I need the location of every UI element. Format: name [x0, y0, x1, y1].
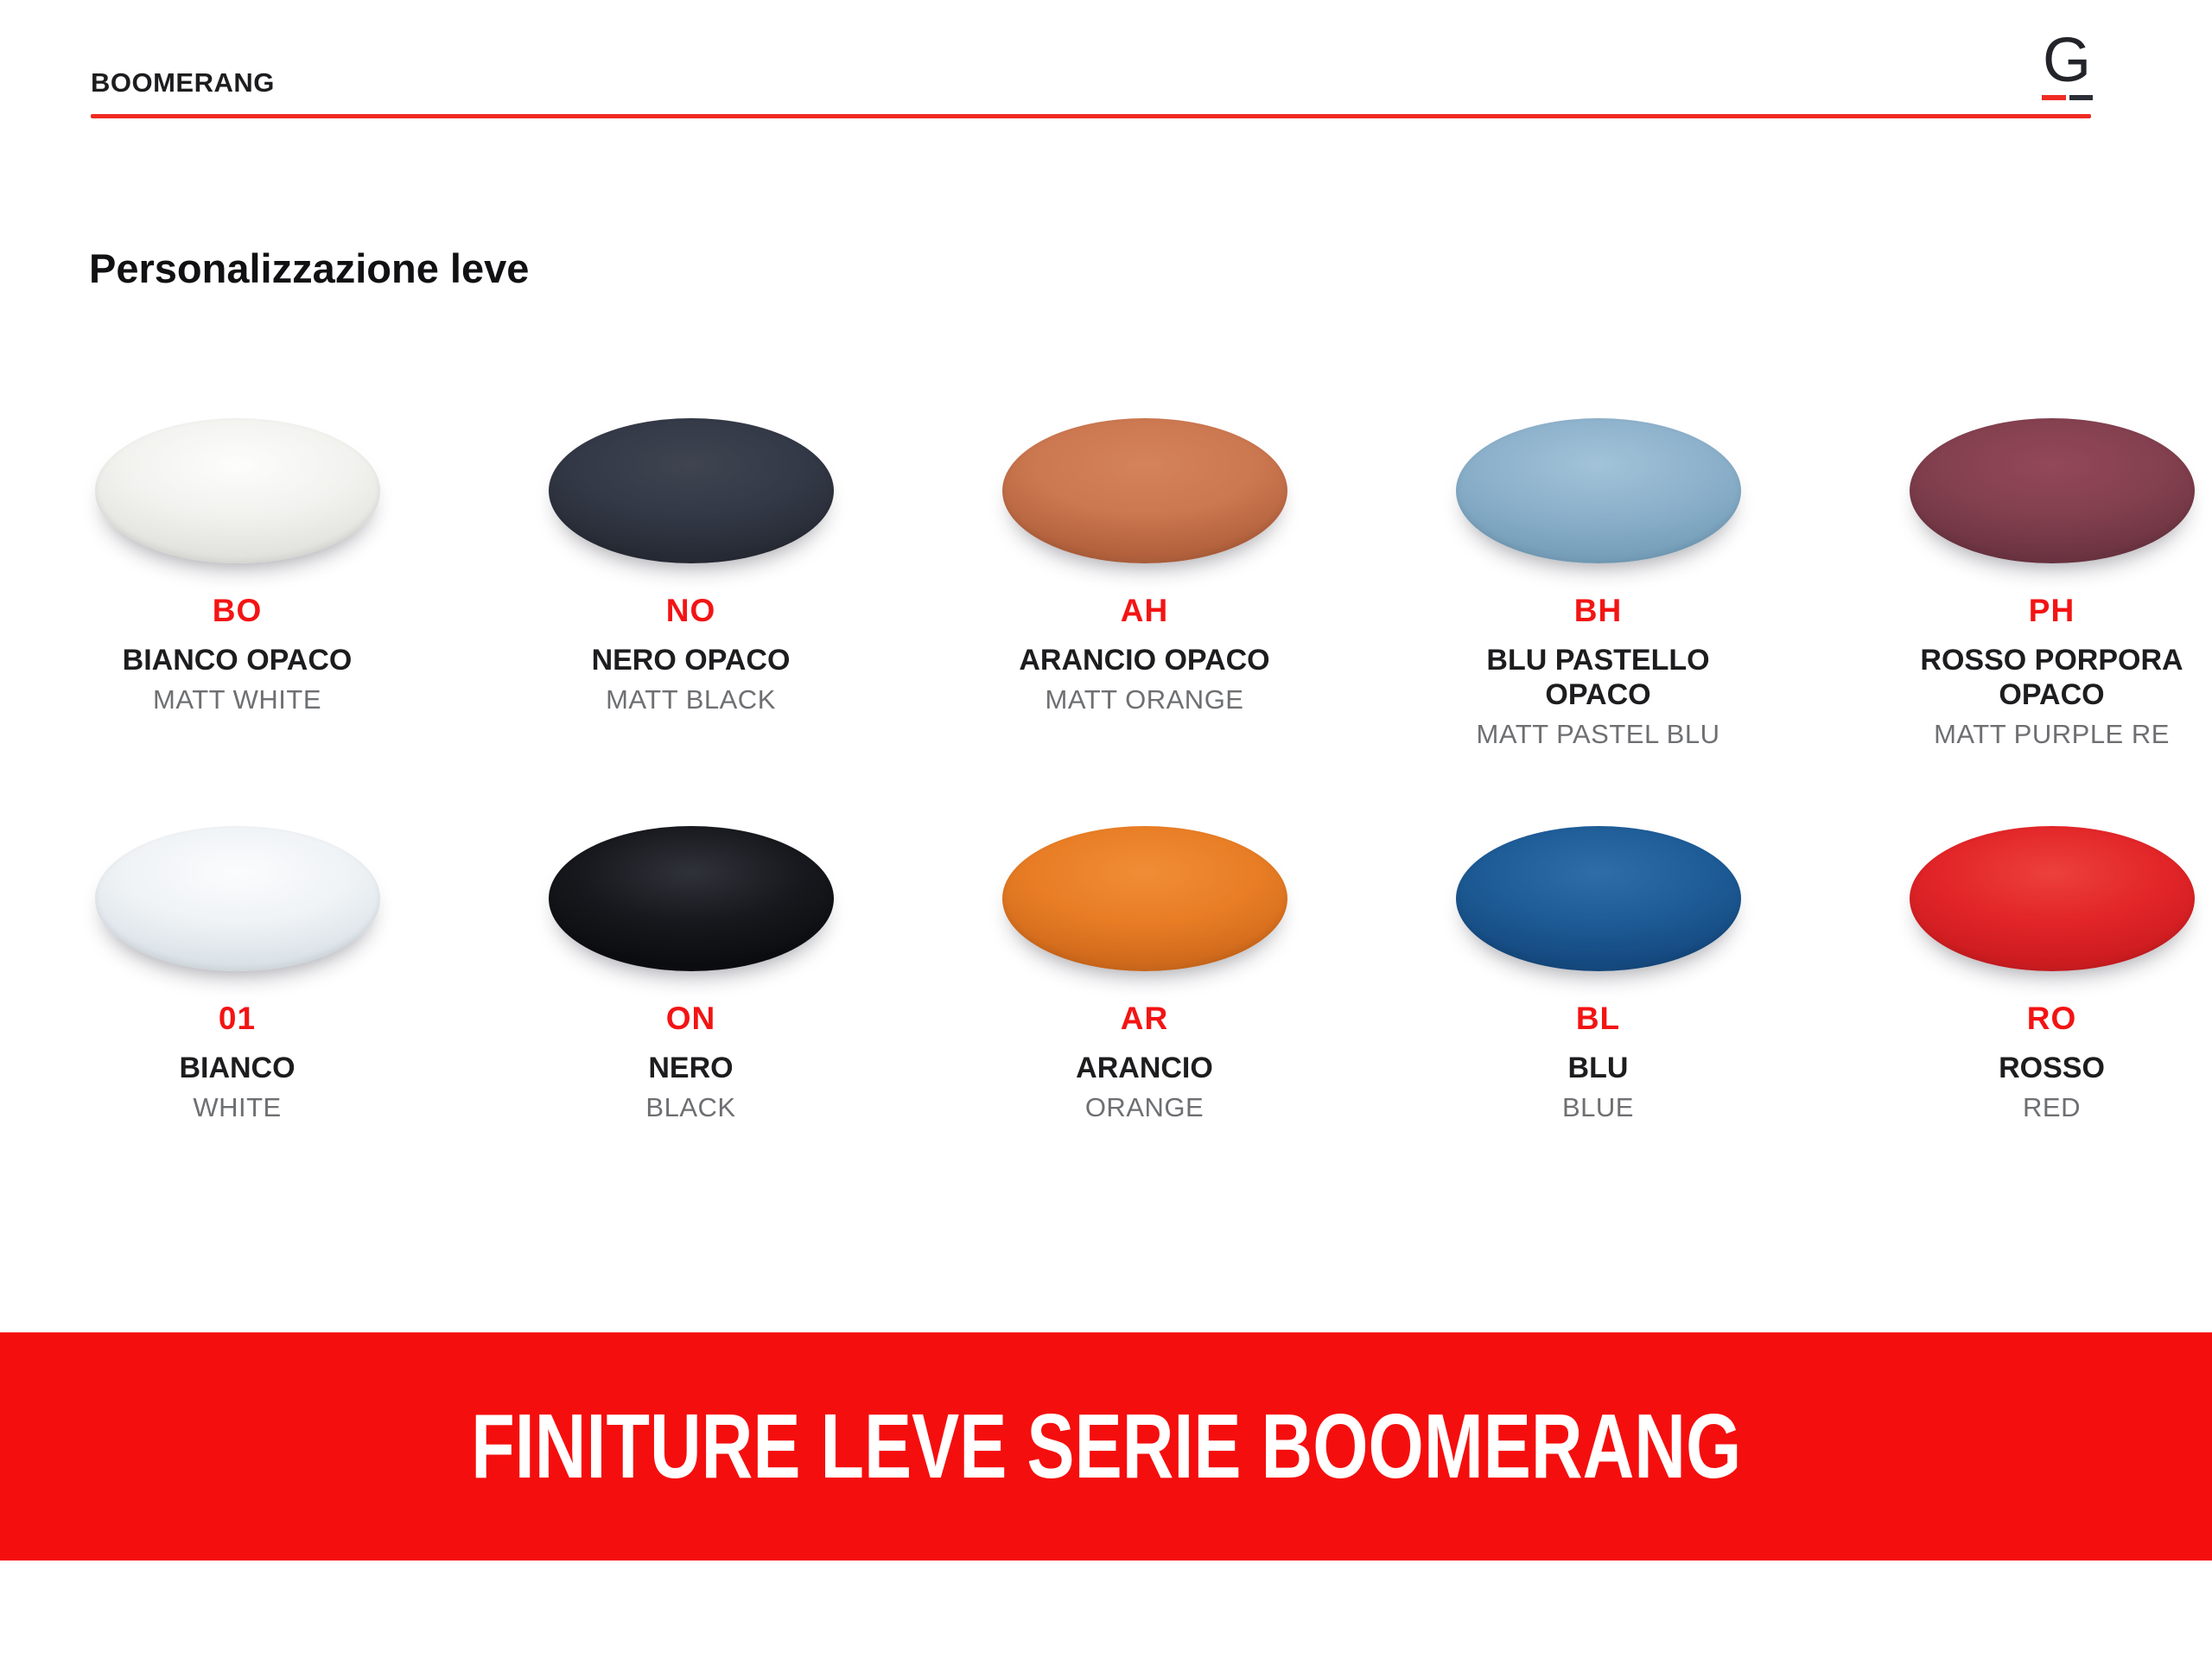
- swatch-cell: [464, 821, 918, 1123]
- finish-code: BH: [1573, 593, 1623, 628]
- lever-swatch-matt-white: [95, 418, 380, 563]
- finish-name-it: BIANCO OPACO: [122, 644, 353, 677]
- finish-name-en: MATT PASTEL BLU: [1476, 719, 1720, 750]
- swatch-cell: [1371, 821, 1825, 1123]
- finish-name-it: ARANCIO: [1076, 1052, 1213, 1084]
- swatch-row-glossy: [10, 821, 2212, 1123]
- lever-swatch-black: [549, 826, 834, 971]
- finish-code: AR: [1120, 1001, 1169, 1036]
- lever-swatch-matt-purple-red: [1910, 418, 2195, 563]
- finish-name-it: BIANCO: [179, 1052, 296, 1084]
- finish-code: RO: [2026, 1001, 2077, 1036]
- finish-name-en: BLUE: [1562, 1092, 1634, 1123]
- brand-logo-g-icon: G: [2042, 26, 2091, 95]
- finish-name-it: NERO OPACO: [591, 644, 791, 677]
- header-red-rule: [91, 114, 2091, 118]
- swatch-cell: [464, 413, 918, 750]
- finish-code: 01: [218, 1001, 257, 1036]
- lever-swatch-red: [1910, 826, 2195, 971]
- finish-name-it: NERO: [648, 1052, 734, 1084]
- finish-name-en: ORANGE: [1084, 1092, 1205, 1123]
- swatch-cell: [1825, 413, 2212, 750]
- finish-name-en: WHITE: [193, 1092, 282, 1123]
- finish-code: BO: [212, 593, 263, 628]
- finish-code: ON: [665, 1001, 716, 1036]
- swatch-cell: [1825, 821, 2212, 1123]
- footer-banner: [0, 1332, 2212, 1560]
- logo-dash-red: [2042, 95, 2066, 100]
- finish-name-en: MATT ORANGE: [1045, 684, 1244, 715]
- footer-banner-text: FINITURE LEVE SERIE BOOMERANG: [470, 1395, 1741, 1497]
- finish-name-en: MATT WHITE: [153, 684, 321, 715]
- lever-swatch-matt-black: [549, 418, 834, 563]
- finish-name-en: MATT BLACK: [606, 684, 776, 715]
- finish-name-it: BLU: [1567, 1052, 1629, 1084]
- finish-name-it: ROSSO PORPORA OPACO: [1920, 644, 2183, 712]
- finish-name-en: BLACK: [645, 1092, 736, 1123]
- finish-code: NO: [665, 593, 716, 628]
- logo-dash-dark: [2069, 95, 2093, 100]
- finish-code: BL: [1575, 1001, 1621, 1036]
- swatch-cell: [10, 821, 464, 1123]
- finish-name-it: ROSSO: [1999, 1052, 2105, 1084]
- finish-code: AH: [1120, 593, 1169, 628]
- section-title: Personalizzazione leve: [89, 245, 530, 291]
- swatch-cell: [918, 413, 1371, 750]
- lever-swatch-white: [95, 826, 380, 971]
- swatch-cell: [918, 821, 1371, 1123]
- brand-logo-underline: [2041, 95, 2093, 100]
- page-header-title: BOOMERANG: [91, 67, 275, 98]
- finish-name-it: BLU PASTELLO OPACO: [1486, 644, 1710, 712]
- brand-logo: [2041, 26, 2093, 100]
- finish-code: PH: [2028, 593, 2075, 628]
- lever-swatch-orange: [1002, 826, 1287, 971]
- swatch-row-matte: [10, 413, 2212, 750]
- finish-name-en: MATT PURPLE RE: [1934, 719, 2170, 750]
- finish-name-en: RED: [2023, 1092, 2081, 1123]
- lever-swatch-blue: [1456, 826, 1741, 971]
- finish-name-it: ARANCIO OPACO: [1019, 644, 1270, 677]
- lever-swatch-matt-orange: [1002, 418, 1287, 563]
- lever-swatch-matt-pastel-blue: [1456, 418, 1741, 563]
- swatch-cell: [10, 413, 464, 750]
- swatch-cell: [1371, 413, 1825, 750]
